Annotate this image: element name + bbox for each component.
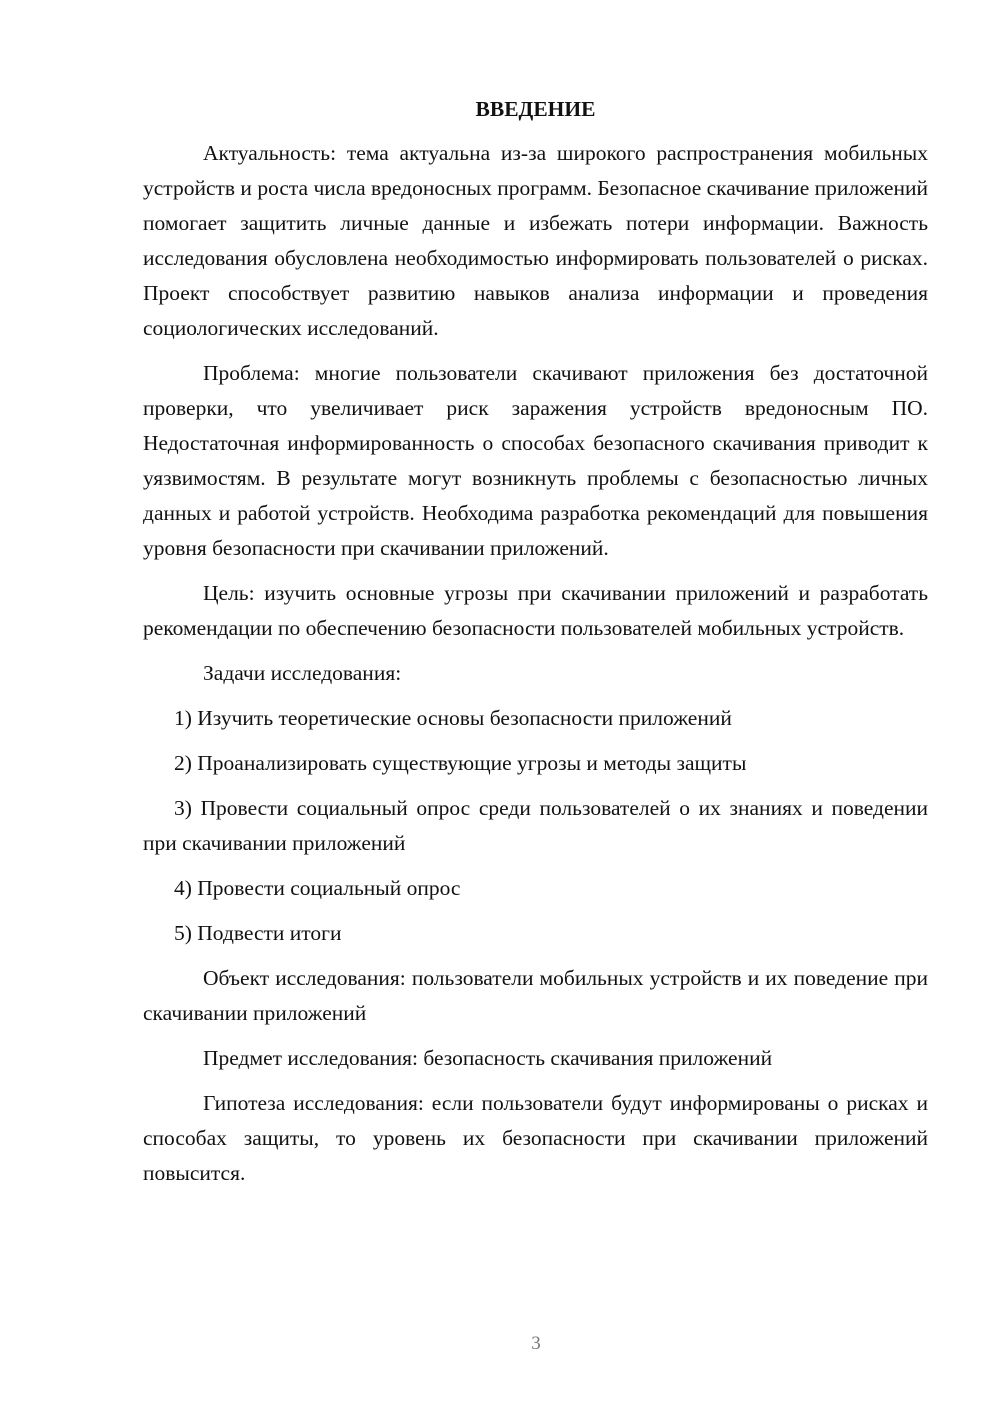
task-item-3: 3) Провести социальный опрос среди пользователей о их знаниях и поведении при скачивании приложений — [143, 796, 928, 855]
hypothesis-paragraph: Гипотеза исследования: если пользователи будут информированы о рисках и способах защиты, то уровень их безопасности при скачивании приложений повысится. — [143, 1091, 928, 1185]
task-item-2: 2) Проанализировать существующие угрозы и методы защиты — [174, 751, 747, 775]
task-item-4: 4) Провести социальный опрос — [174, 876, 461, 900]
task-item-1: 1) Изучить теоретические основы безопасности приложений — [174, 706, 732, 730]
tasks-heading: Задачи исследования: — [203, 661, 402, 685]
relevance-paragraph: Актуальность: тема актуальна из-за широкого распространения мобильных устройств и роста числа вредоносных программ. Безопасное скачивание приложений помогает защитить личные данные и избежать потери информации. Важность исследования обусловлена необходимостью информировать пользователей о рисках. Проект способствует развитию навыков анализа информации и проведения социологических исследований. — [143, 141, 928, 340]
page-number: 3 — [531, 1333, 541, 1354]
section-title: ВВЕДЕНИЕ — [475, 97, 596, 121]
subject-paragraph: Предмет исследования: безопасность скачивания приложений — [203, 1046, 773, 1070]
document-body — [143, 92, 928, 1201]
task-item-5: 5) Подвести итоги — [174, 921, 342, 945]
problem-paragraph: Проблема: многие пользователи скачивают приложения без достаточной проверки, что увеличивает риск заражения устройств вредоносным ПО. Недостаточная информированность о способах безопасного скачивания приводит к уязвимостям. В результате могут возникнуть проблемы с безопасностью личных данных и работой устройств. Необходима разработка рекомендаций для повышения уровня безопасности при скачивании приложений. — [143, 361, 928, 560]
object-paragraph: Объект исследования: пользователи мобильных устройств и их поведение при скачивании приложений — [143, 966, 928, 1025]
goal-paragraph: Цель: изучить основные угрозы при скачивании приложений и разработать рекомендации по обеспечению безопасности пользователей мобильных устройств. — [143, 581, 928, 640]
